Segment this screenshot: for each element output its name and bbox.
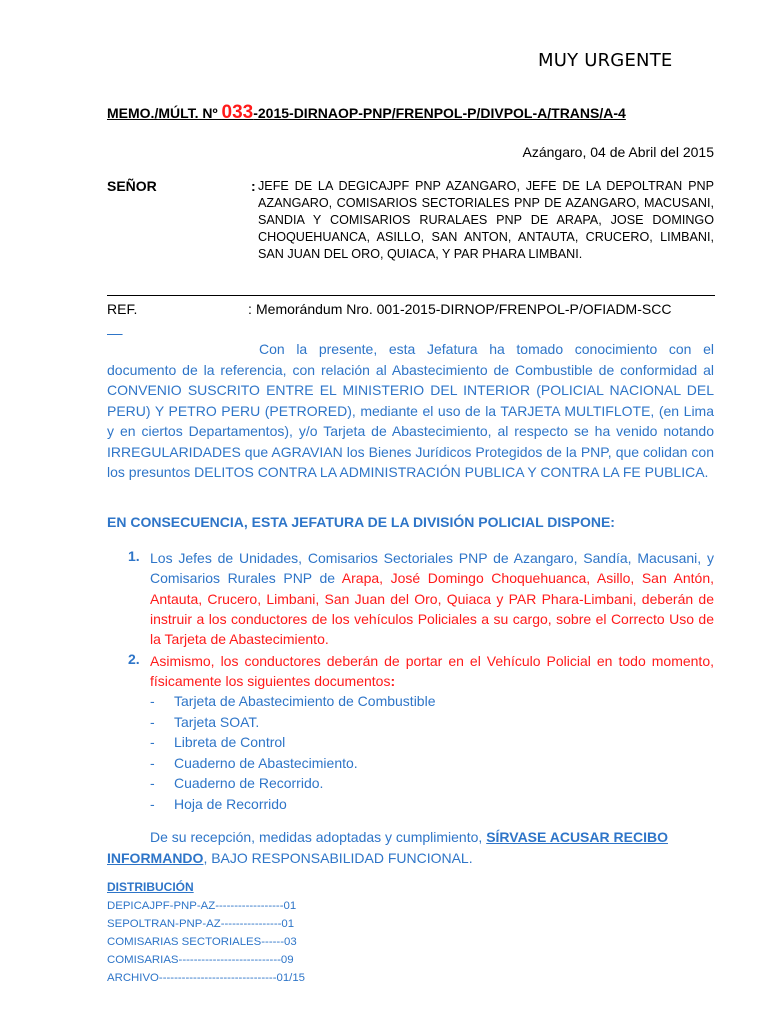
document-item <box>150 691 435 712</box>
document-label: Hoja de Recorrido <box>174 795 287 812</box>
closing-suffix: , BAJO RESPONSABILIDAD FUNCIONAL. <box>203 850 473 866</box>
distribution-line: COMISARIAS---------------------------09 <box>107 954 294 966</box>
closing-emphasis: SÍRVASE ACUSAR RECIBO INFORMANDO <box>107 829 668 866</box>
memo-prefix: MEMO./MÚLT. Nº <box>107 105 222 121</box>
bullet-dash: - <box>150 775 155 791</box>
list-number-1: 1. <box>128 548 140 564</box>
urgency-label: MUY URGENTE <box>538 50 673 71</box>
distribution-line: COMISARIAS SECTORIALES------03 <box>107 936 297 948</box>
document-item <box>150 794 435 815</box>
document-item <box>150 732 435 753</box>
document-item <box>150 773 435 794</box>
bullet-dash: - <box>150 693 155 709</box>
list-item-1 <box>150 548 714 649</box>
reference-colon: : <box>248 301 252 317</box>
document-label: Tarjeta de Abastecimiento de Combustible <box>174 693 436 709</box>
addressee-colon: : <box>251 178 256 194</box>
document-label: Tarjeta SOAT. <box>174 713 260 730</box>
memo-title <box>107 102 626 124</box>
memo-suffix: -2015-DIRNAOP-PNP/FRENPOL-P/DIVPOL-A/TRANS/A-4 <box>253 105 626 121</box>
memo-date: Azángaro, 04 de Abril del 2015 <box>522 144 714 160</box>
disposition-heading: EN CONSECUENCIA, ESTA JEFATURA DE LA DIVISIÓN POLICIAL DISPONE: <box>107 514 615 530</box>
memo-number: 033 <box>221 102 254 123</box>
distribution-title: DISTRIBUCIÓN <box>107 880 194 894</box>
reference-label: REF. <box>107 301 138 317</box>
bullet-dash: - <box>150 754 155 771</box>
document-label: Cuaderno de Recorrido. <box>174 775 324 791</box>
intro-paragraph: Con la presente, esta Jefatura ha tomado conocimiento con el documento de la referencia, con relación al Abastecimiento de Combustible de conformidad al CONVENIO SUSCRITO ENTRE EL MINISTERIO DEL INTERIOR (POLICIAL NACIONAL DEL PERU) Y PETRO PERU (PETRORED), mediante el uso de la TARJETA MULTIFLOTE, (en Lima y en ciertos Departamentos), y/o Tarjeta de Abastecimiento, al respecto se ha venido notando IRREGULARIDADES que AGRAVIAN los Bienes Jurídicos Protegidos de la PNP, que colidan con los presuntos DELITOS CONTRA LA ADMINISTRACIÓN PUBLICA Y CONTRA LA FE PUBLICA. <box>107 341 714 480</box>
document-item <box>150 753 435 774</box>
document-item <box>150 712 435 733</box>
list-item-2-red: Asimismo, los conductores deberán de portar en el Vehículo Policial en todo momento, físicamente los siguientes documentos <box>150 653 714 690</box>
addressee-text: JEFE DE LA DEGICAJPF PNP AZANGARO, JEFE DE LA DEPOLTRAN PNP AZANGARO, COMISARIOS SECTORIALES PNP DE AZANGARO, MACUSANI, SANDIA Y COMISARIOS RURALAES PNP DE ARAPA, JOSE DOMINGO CHOQUEHUANCA, ASILLO, SAN ANTON, ANTAUTA, CRUCERO, LIMBANI, SAN JUAN DEL ORO, QUIACA, Y PAR PHARA LIMBANI. <box>258 179 714 261</box>
required-documents <box>150 691 435 814</box>
reference-text: Memorándum Nro. 001-2015-DIRNOP/FRENPOL-P/OFIADM-SCC <box>256 301 672 317</box>
closing-paragraph <box>107 827 714 869</box>
reference-underline <box>107 320 123 336</box>
closing-prefix: De su recepción, medidas adoptadas y cumplimiento, <box>150 829 487 845</box>
document-label: Libreta de Control <box>174 734 286 750</box>
bullet-dash: - <box>150 713 155 730</box>
list-item-2 <box>150 651 714 692</box>
list-item-2-colon: : <box>390 673 396 690</box>
list-number-2: 2. <box>128 651 140 667</box>
distribution-list <box>107 897 305 987</box>
distribution-line: DEPICAJPF-PNP-AZ------------------01 <box>107 900 297 912</box>
list-item-1-red: Arapa, José Domingo Choquehuanca, Asillo, San Antón, Antauta, Crucero, Limbani, San Juan del Oro, Quiaca y PAR Phara-Limbani, deberán de instruir a los conductores de los vehículos Policiales a su cargo, sobre el Correcto Uso de la Tarjeta de Abastecimiento. <box>150 570 714 648</box>
list-item-1-blue: Los Jefes de Unidades, Comisarios Sectoriales PNP de Azangaro, Sandía, Macusani, y Comisarios Rurales PNP de <box>150 550 714 587</box>
distribution-line: ARCHIVO-------------------------------01/15 <box>107 972 305 984</box>
addressee-label: SEÑOR <box>107 178 157 194</box>
bullet-dash: - <box>150 734 155 750</box>
distribution-line: SEPOLTRAN-PNP-AZ----------------01 <box>107 918 295 930</box>
section-divider <box>107 295 715 296</box>
document-label: Cuaderno de Abastecimiento. <box>174 754 358 771</box>
bullet-dash: - <box>150 795 155 812</box>
